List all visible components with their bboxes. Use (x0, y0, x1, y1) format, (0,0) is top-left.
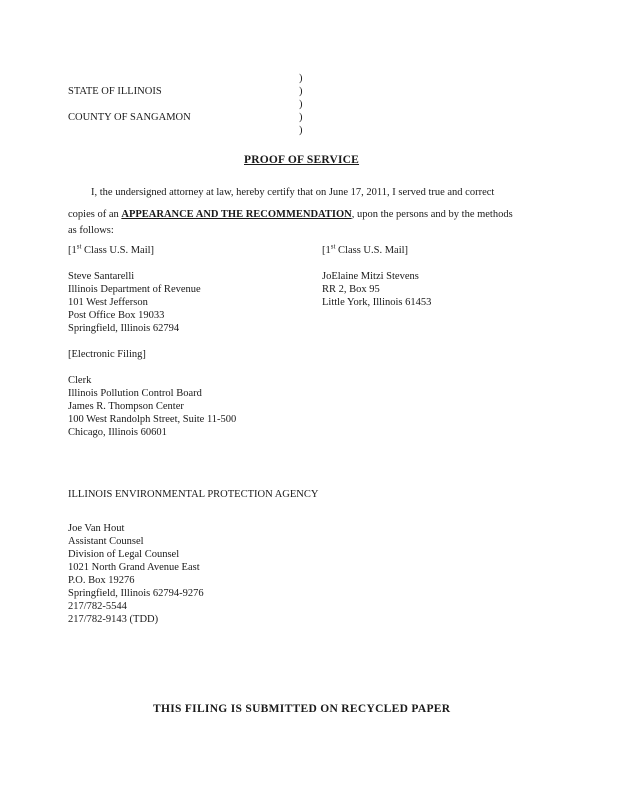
paren-mark: ) (299, 112, 303, 123)
document-titles-served: APPEARANCE AND THE RECOMMENDATION (121, 209, 352, 220)
recipient-address-petitioner (322, 270, 431, 309)
certification-line-3: as follows: (68, 225, 114, 236)
service-method-electronic: [Electronic Filing] (68, 349, 146, 360)
caption-county: COUNTY OF SANGAMON (68, 112, 191, 123)
address-line: Chicago, Illinois 60601 (68, 427, 167, 438)
certification-line-1: I, the undersigned attorney at law, hereby certify that on June 17, 2011, I served true and correct (91, 187, 495, 198)
signature-line: Division of Legal Counsel (68, 549, 180, 560)
service-method-left: [1st Class U.S. Mail] (68, 242, 155, 256)
address-line: Clerk (68, 375, 92, 386)
signature-line: P.O. Box 19276 (68, 575, 135, 586)
signature-line: Assistant Counsel (68, 536, 144, 547)
document-title: PROOF OF SERVICE (244, 154, 360, 166)
paren-mark: ) (299, 99, 303, 110)
address-line: RR 2, Box 95 (322, 284, 380, 295)
paren-mark: ) (299, 125, 303, 136)
recipient-address-revenue (68, 270, 201, 335)
address-line: Steve Santarelli (68, 271, 135, 282)
address-line: Springfield, Illinois 62794 (68, 323, 180, 334)
address-line: 101 West Jefferson (68, 297, 148, 308)
certification-line-2-post: , upon the persons and by the methods (351, 209, 513, 220)
address-line: Little York, Illinois 61453 (322, 297, 432, 308)
address-line: Illinois Department of Revenue (68, 284, 201, 295)
agency-name: ILLINOIS ENVIRONMENTAL PROTECTION AGENCY (68, 489, 319, 500)
caption-state: STATE OF ILLINOIS (68, 86, 162, 97)
address-line: James R. Thompson Center (68, 401, 184, 412)
service-method-right: [1st Class U.S. Mail] (322, 242, 409, 256)
caption-parentheses (299, 72, 311, 137)
signature-line: Joe Van Hout (68, 523, 125, 534)
recycled-paper-notice: THIS FILING IS SUBMITTED ON RECYCLED PAPER (153, 703, 451, 715)
address-line: JoElaine Mitzi Stevens (322, 271, 419, 282)
paren-mark: ) (299, 86, 303, 97)
address-line: Illinois Pollution Control Board (68, 388, 202, 399)
address-line: Post Office Box 19033 (68, 310, 165, 321)
address-line: 100 West Randolph Street, Suite 11-500 (68, 414, 237, 425)
paren-mark: ) (299, 73, 303, 84)
certification-line-2-pre: copies of an (68, 209, 122, 220)
certification-line-2 (68, 208, 513, 221)
signature-line: 217/782-5544 (68, 601, 127, 612)
signature-line: Springfield, Illinois 62794-9276 (68, 588, 204, 599)
agency-signature-block (68, 522, 204, 626)
signature-line: 1021 North Grand Avenue East (68, 562, 200, 573)
recipient-address-clerk (68, 374, 236, 439)
signature-line: 217/782-9143 (TDD) (68, 614, 159, 625)
